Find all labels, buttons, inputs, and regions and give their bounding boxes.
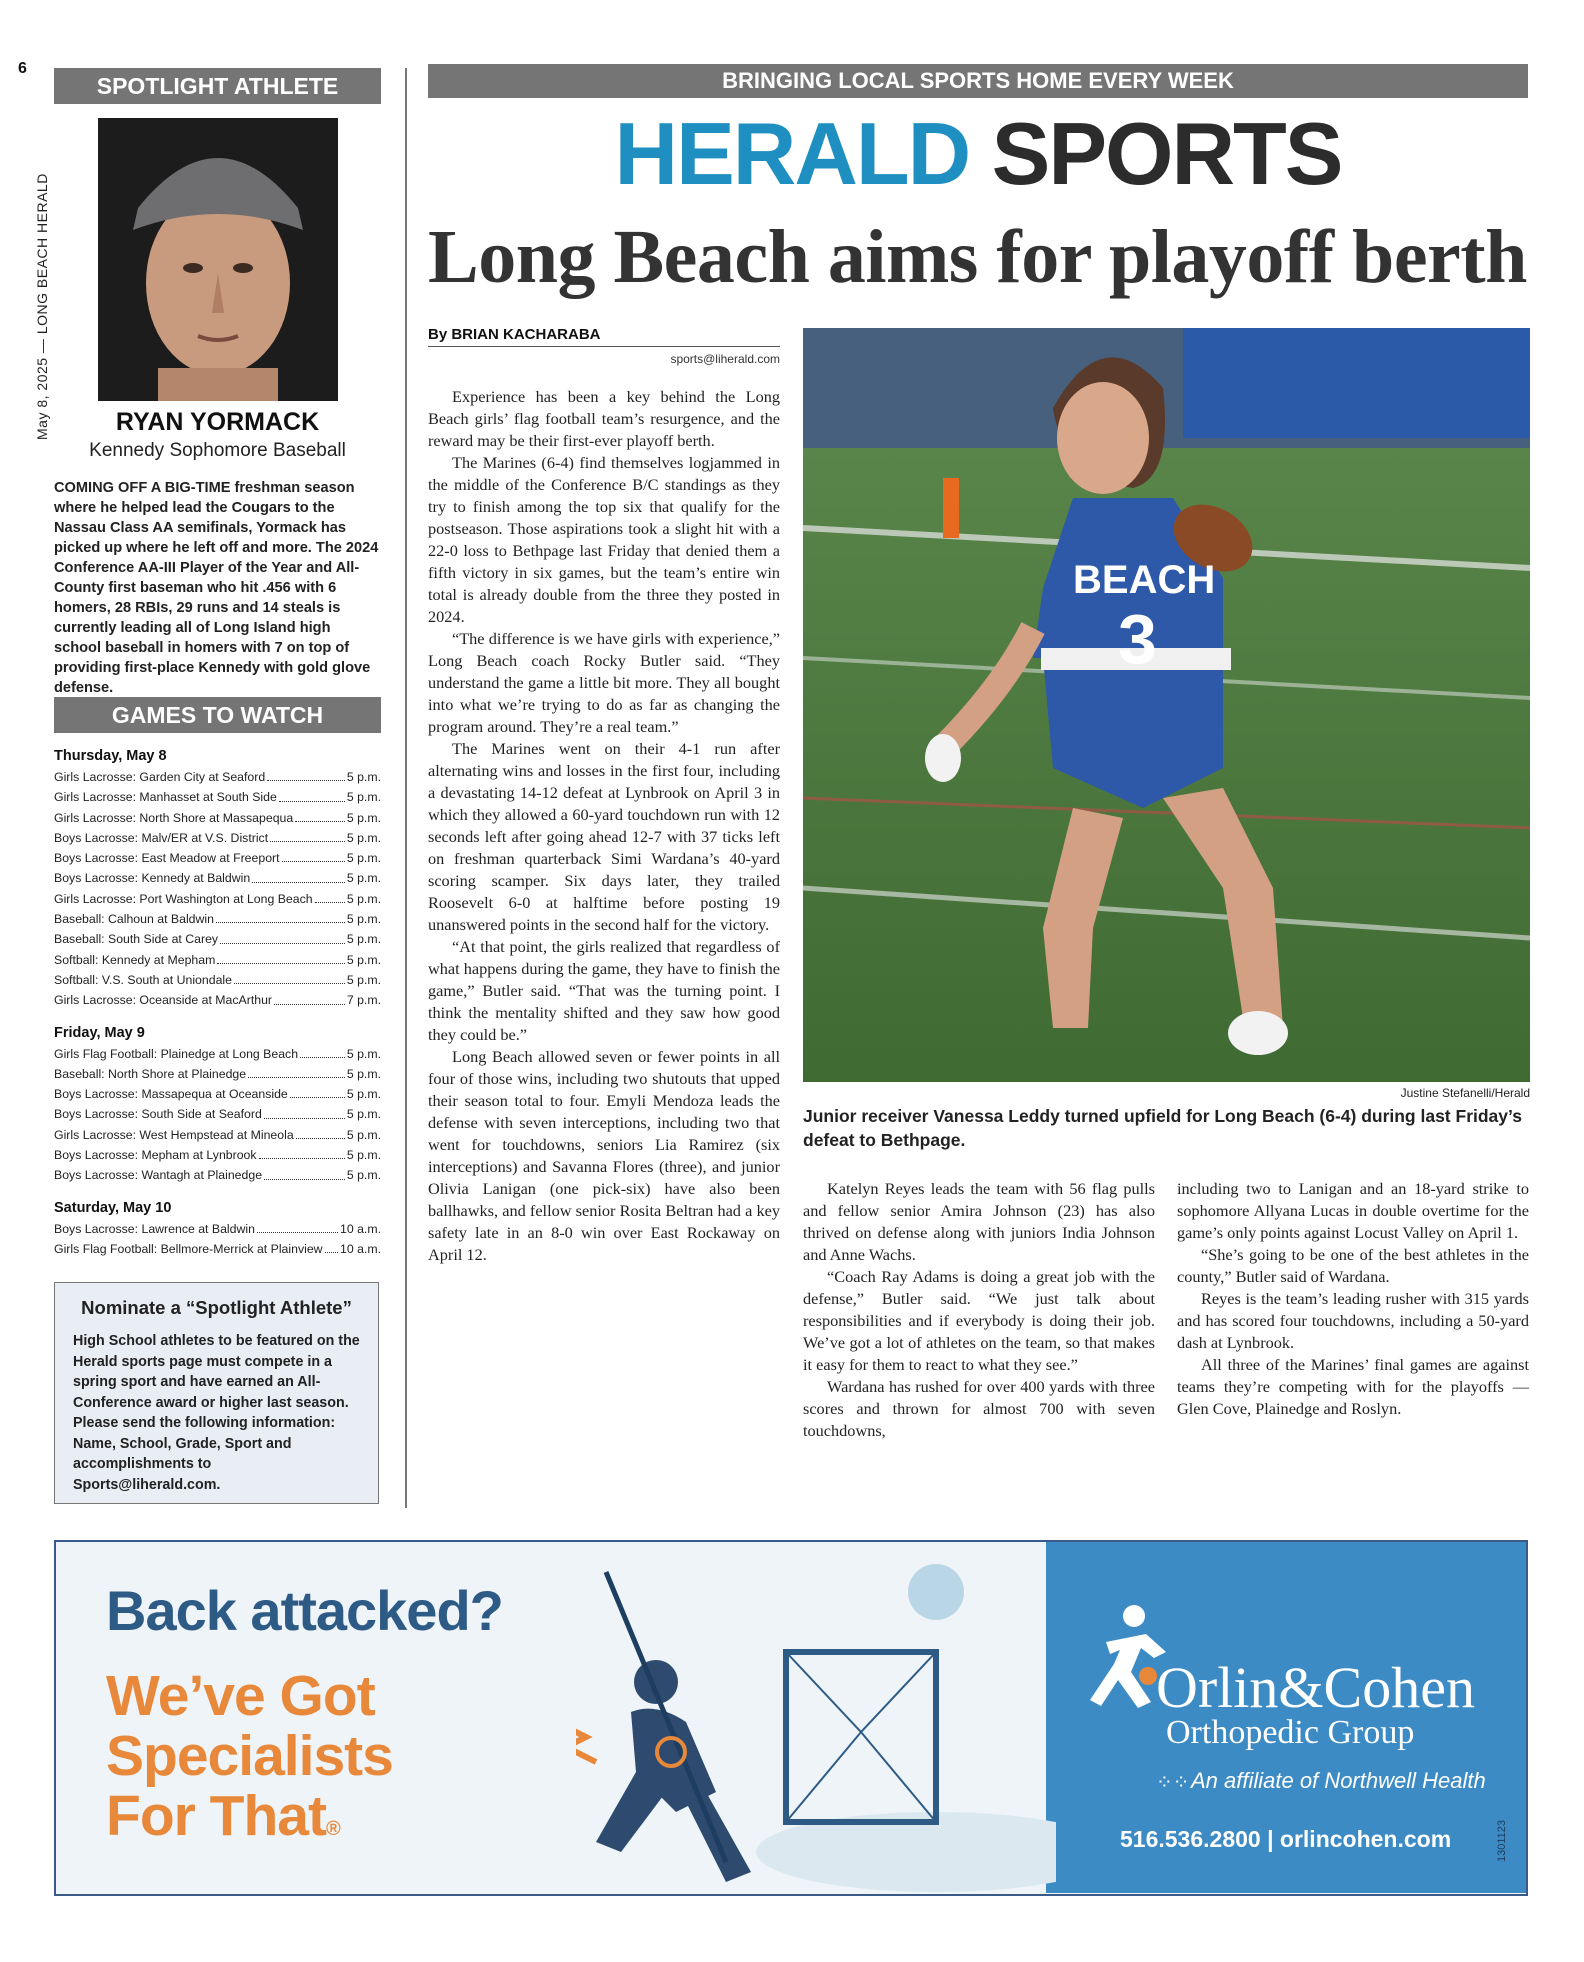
athlete-bio: COMING OFF A BIG-TIME freshman season where he helped lead the Cougars to the Nassau Class AA semifinals, Yormack has picked up where he left off and more. The 2024 Conference AA-III Player of the Year and All-County first baseman who hit .456 with 6 homers, 28 RBIs, 29 runs and 14 steals is currently leading all of Long Island high school baseball in homers with 7 on top of providing first-place Kennedy with gold glove defense. [54, 480, 379, 696]
game-time: 5 p.m. [346, 972, 381, 987]
game-time: 5 p.m. [346, 871, 381, 886]
games-day-heading: Saturday, May 10 [54, 1199, 172, 1216]
spotlight-heading: SPOTLIGHT ATHLETE [54, 68, 381, 104]
game-matchup: Boys Lacrosse: Mepham at Lynbrook [54, 1148, 257, 1163]
game-time: 5 p.m. [346, 1107, 381, 1122]
game-row [54, 970, 381, 990]
game-row [54, 808, 381, 828]
ad-brand-subtitle: Orthopedic Group [1166, 1714, 1415, 1751]
article-paragraph: Long Beach allowed seven or fewer points in all four of those wins, including two shutouts that upped their season total to four. Emyli Mendoza leads the defense with seven interceptions, including two that went for touchdowns, seniors Lia Ramirez (six interceptions) and Savanna Flores (three), and junior Olivia Lanigan (one pick-six) have also been ballhawks, and fellow senior Rosita Beltran had a key safety late in an 8-0 win over East Rockaway on April 12. [428, 1047, 780, 1264]
leader-dots [270, 828, 345, 842]
article-paragraph: The Marines (6-4) find themselves logjammed in the middle of the Conference B/C standings as they try to finish among the top six that qualify for the postseason. Those aspirations took a slight hit with a 22-0 loss to Bethpage last Friday that denied them a fifth victory in six games, but the team’s entire win total is already double from the three they posted in 2024. [428, 453, 780, 626]
leader-dots [259, 1145, 345, 1159]
leader-dots [315, 889, 345, 903]
game-matchup: Softball: Kennedy at Mepham [54, 952, 216, 967]
game-row [54, 767, 381, 787]
article-paragraph: “The difference is we have girls with experience,” Long Beach coach Rocky Butler said. “They understand the game a little bit more. They all bought into what we’re trying to do as far as changing the program around. They’re a real team.” [428, 629, 780, 736]
game-matchup: Girls Flag Football: Plainedge at Long Beach [54, 1046, 299, 1061]
registered-mark: ® [325, 1818, 340, 1840]
leader-dots [216, 909, 345, 923]
game-row [54, 1145, 381, 1165]
article-column-2 [803, 1178, 1155, 1442]
game-matchup: Baseball: South Side at Carey [54, 932, 219, 947]
game-row [54, 950, 381, 970]
game-matchup: Girls Lacrosse: Manhasset at South Side [54, 790, 277, 805]
page-number: 6 [18, 60, 27, 77]
leader-dots [257, 1219, 338, 1233]
game-matchup: Girls Flag Football: Bellmore-Merrick at Plainview [54, 1241, 323, 1256]
game-matchup: Girls Lacrosse: Garden City at Seaford [54, 770, 266, 784]
article-headline: Long Beach aims for playoff berth [428, 215, 1527, 299]
game-time: 5 p.m. [346, 1148, 381, 1163]
game-time: 10 a.m. [339, 1221, 381, 1236]
leader-dots [274, 990, 345, 1004]
game-matchup: Boys Lacrosse: Wantagh at Plainedge [54, 1168, 263, 1183]
article-paragraph: “Coach Ray Adams is doing a great job with the defense,” Butler said. “We just talk about responsibilities and if everybody is doing their job. We’ve got a lot of athletes on the team, so that makes it easy for them to react to what they see.” [803, 1267, 1155, 1374]
game-matchup: Boys Lacrosse: Malv/ER at V.S. District [54, 830, 269, 845]
games-heading: GAMES TO WATCH [54, 697, 381, 733]
game-row [54, 1165, 381, 1185]
game-time: 7 p.m. [346, 993, 381, 1008]
game-time: 5 p.m. [346, 891, 381, 906]
ad-brand-name: Orlin&Cohen [1156, 1655, 1475, 1720]
leader-dots [217, 950, 345, 964]
jersey-text: BEACH [1073, 558, 1216, 602]
game-time: 5 p.m. [346, 810, 381, 825]
masthead [428, 104, 1528, 204]
game-row [54, 909, 381, 929]
nominate-title: Nominate a “Spotlight Athlete” [81, 1297, 352, 1318]
game-matchup: Softball: V.S. South at Uniondale [54, 972, 232, 987]
game-row [54, 868, 381, 888]
article-paragraph: Experience has been a key behind the Long Beach girls’ flag football team’s resurgence, and the reward may be their first-ever playoff berth. [428, 387, 780, 450]
leader-dots [300, 1044, 345, 1058]
ad-subheadline [106, 1666, 393, 1859]
lacrosse-player-illustration [576, 1552, 1056, 1892]
ad-code: 1301123 [1496, 1819, 1508, 1862]
game-time: 5 p.m. [346, 770, 381, 784]
athlete-school-grade-sport: Kennedy Sophomore Baseball [89, 440, 346, 461]
leader-dots [264, 1165, 345, 1179]
game-time: 5 p.m. [346, 851, 381, 866]
article-paragraph: Wardana has rushed for over 400 yards with three scores and thrown for almost 700 with seven touchdowns, [803, 1377, 1155, 1440]
flag-football-illustration [803, 328, 1530, 1082]
leader-dots [220, 929, 345, 943]
article-paragraph: including two to Lanigan and an 18-yard strike to sophomore Allyana Lucas in double overtime for the game’s only points against Locust Valley on April 1. [1177, 1179, 1529, 1242]
game-time: 10 a.m. [339, 1241, 381, 1256]
games-day-heading: Thursday, May 8 [54, 748, 167, 764]
article-column-3 [1177, 1178, 1529, 1420]
leader-dots [248, 1064, 345, 1078]
leader-dots [282, 848, 345, 862]
game-time: 5 p.m. [346, 1046, 381, 1061]
game-row [54, 929, 381, 949]
game-matchup: Baseball: North Shore at Plainedge [54, 1066, 247, 1081]
leader-dots [290, 1084, 345, 1098]
game-row [54, 1064, 381, 1084]
column-divider [405, 68, 407, 1508]
orthopedic-advertisement[interactable] [54, 1540, 1528, 1896]
leader-dots [264, 1104, 345, 1118]
side-folio-label: May 8, 2025 — LONG BEACH HERALD [34, 173, 50, 440]
tagline-bar: BRINGING LOCAL SPORTS HOME EVERY WEEK [428, 64, 1528, 98]
game-matchup: Boys Lacrosse: East Meadow at Freeport [54, 851, 280, 866]
games-day-heading: Friday, May 9 [54, 1024, 145, 1041]
game-matchup: Girls Lacrosse: Oceanside at MacArthur [54, 993, 273, 1008]
athlete-photo [98, 118, 338, 401]
article-paragraph: “At that point, the girls realized that regardless of what happens during the game, they have to finish the game,” Butler said. “That was the turning point. I think the mentality shifted and they saw how good they could be.” [428, 937, 780, 1044]
game-time: 5 p.m. [346, 1127, 381, 1142]
game-time: 5 p.m. [346, 1168, 381, 1183]
article-byline: By BRIAN KACHARABA [428, 326, 780, 347]
article-paragraph: Reyes is the team’s leading rusher with 315 yards and has scored four touchdowns, including a 50-yard dash at Lynbrook. [1177, 1289, 1529, 1352]
leader-dots [267, 767, 345, 781]
ad-affiliate: An affiliate of Northwell Health [1191, 1768, 1486, 1793]
article-email: sports@liherald.com [670, 352, 780, 366]
game-row [54, 889, 381, 909]
game-time: 5 p.m. [346, 1066, 381, 1081]
photo-credit: Justine Stefanelli/Herald [1400, 1086, 1530, 1100]
leader-dots [252, 868, 345, 882]
game-row [54, 1125, 381, 1145]
nominate-body: High School athletes to be featured on the Herald sports page must compete in a spring sport and have earned an All-Conference award or higher last season. Please send the following information: Name, School, Grade, Sport and accomplishments to Sports@liherald.com. [73, 1333, 360, 1493]
article-paragraph: “She’s going to be one of the best athletes in the county,” Butler said of Wardana. [1177, 1245, 1529, 1286]
article-paragraph: The Marines went on their 4-1 run after alternating wins and losses in the first four, including a devastating 14-12 defeat at Lynbrook on April 3 in which they allowed a 60-yard touchdown run with 12 seconds left after going ahead 12-7 with 37 ticks left on freshman quarterback Simi Wardana’s 40-yard scoring scamper. Six days later, they trailed Roosevelt 6-0 at halftime before posting 19 unanswered points in the second half for the victory. [428, 739, 780, 934]
games-schedule [54, 734, 381, 1259]
game-time: 5 p.m. [346, 932, 381, 947]
game-time: 5 p.m. [346, 912, 381, 927]
game-time: 5 p.m. [346, 790, 381, 805]
northwell-icon: ⁘⁘ [1156, 1772, 1190, 1794]
game-row [54, 1219, 381, 1239]
game-row [54, 1084, 381, 1104]
article-paragraph: Katelyn Reyes leads the team with 56 flag pulls and fellow senior Amira Johnson (23) has also thrived on defense along with juniors India Johnson and Anne Wachs. [803, 1179, 1155, 1264]
game-row [54, 990, 381, 1010]
photo-caption: Junior receiver Vanessa Leddy turned upfield for Long Beach (6-4) during last Friday’s defeat to Bethpage. [803, 1106, 1522, 1150]
game-matchup: Girls Lacrosse: North Shore at Massapequa [54, 810, 294, 825]
article-paragraph: All three of the Marines’ final games are against teams they’re competing with for the playoffs — Glen Cove, Plainedge and Roslyn. [1177, 1355, 1529, 1418]
athlete-portrait-illustration [98, 118, 338, 401]
ad-line-1: We’ve Got [106, 1664, 375, 1728]
masthead-herald: HERALD [614, 104, 970, 203]
game-row [54, 848, 381, 868]
leader-dots [295, 808, 345, 822]
nominate-box [54, 1282, 379, 1504]
ad-line-3: For That [106, 1784, 326, 1848]
leader-dots [234, 970, 345, 984]
article-column-1 [428, 386, 780, 1266]
jersey-number: 3 [1118, 600, 1157, 678]
ad-line-2: Specialists [106, 1724, 393, 1788]
game-row [54, 787, 381, 807]
athlete-name: RYAN YORMACK [115, 408, 320, 436]
game-time: 5 p.m. [346, 952, 381, 967]
ad-phone-web[interactable]: 516.536.2800 | orlincohen.com [1120, 1826, 1452, 1852]
game-row [54, 1104, 381, 1124]
main-photo [803, 328, 1530, 1082]
game-matchup: Baseball: Calhoun at Baldwin [54, 912, 214, 927]
game-row [54, 1239, 381, 1259]
game-matchup: Boys Lacrosse: South Side at Seaford [54, 1107, 262, 1122]
game-time: 5 p.m. [346, 830, 381, 845]
ad-headline: Back attacked? [106, 1579, 503, 1642]
game-row [54, 1044, 381, 1064]
game-matchup: Boys Lacrosse: Kennedy at Baldwin [54, 871, 251, 886]
game-matchup: Boys Lacrosse: Massapequa at Oceanside [54, 1087, 288, 1102]
leader-dots [296, 1125, 345, 1139]
game-time: 5 p.m. [346, 1087, 381, 1102]
game-matchup: Girls Lacrosse: West Hempstead at Mineola [54, 1127, 294, 1142]
leader-dots [325, 1239, 338, 1253]
masthead-sports: SPORTS [991, 104, 1342, 203]
game-matchup: Boys Lacrosse: Lawrence at Baldwin [54, 1221, 255, 1236]
game-matchup: Girls Lacrosse: Port Washington at Long Beach [54, 891, 313, 906]
leader-dots [279, 787, 345, 801]
game-row [54, 828, 381, 848]
